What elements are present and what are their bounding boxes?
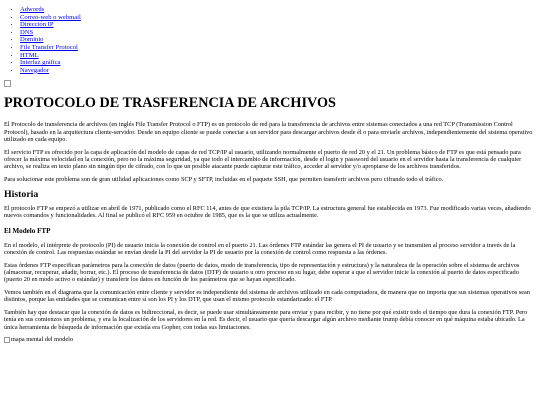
nav-link-navegador[interactable]: Navegador (20, 66, 49, 74)
nav-link-interfaz[interactable]: Interfaz gráfica (20, 59, 61, 67)
nav-item (20, 67, 536, 75)
nav-item (20, 21, 536, 29)
nav-item (20, 14, 536, 22)
nav-item (20, 36, 536, 44)
nav-link-adwords[interactable]: Adwords (20, 6, 45, 13)
model-paragraph: En el modelo, el intérprete de protocolo (PI) de usuario inicia la conexión de control en el puerto 21. Las órdenes FTP estándar las genera el PI de usuario y se transmiten al proceso servidor a través de la conexión de control. Las respuestas estándar se envían desde la PI del servidor la PI de usuario por la conexión de control como respuesta a las órdenes. (4, 241, 516, 256)
history-paragraph: El protocolo FTP se empezó a utilizar en abril de 1971, publicado como el RFC 114, antes de que existiera la pila TCP/IP. La estructura general fue establecida en 1973. Fue modificado varias veces, añadiendo nuevos comandos y funcionalidades. Al final se publicó el RFC 959 en octubre de 1985, que es la que se utiliza actualmente. (4, 204, 531, 220)
nav-item (20, 44, 536, 52)
model-paragraph: Estas órdenes FTP especifican parámetros para la conexión de datos (puerto de datos, modo de transferencia, tipo de representación y estructura) y la naturaleza de la operación sobre el sistema de archivos (almacenar, recuperar, añadir, borrar, etc.). El proceso de transferencia de datos (DTP) de usuario u otro proceso en su lugar, debe esperar a que el servidor inicie la conexión al puerto de datos especificado (puerto 20 en modo activo o estándar) y transferir los datos en función de los parámetros que se hayan especificado. (4, 261, 520, 284)
nav-item (20, 6, 536, 14)
nav-link-html[interactable]: HTML (20, 51, 39, 59)
model-image-alt-text: mapa mental del modelo (11, 336, 74, 344)
intro-paragraph: Para solucionar este problema son de gran utilidad aplicaciones como SCP y SFTP, incluidas en el paquete SSH, que permiten transferir archivos pero cifrando todo el tráfico. (4, 176, 444, 184)
model-image (4, 336, 536, 344)
nav-item (20, 29, 536, 37)
broken-image-icon (4, 80, 11, 87)
nav-link-dominio[interactable]: Dominio (20, 36, 44, 44)
nav-item (20, 59, 536, 67)
nav-item (20, 52, 536, 60)
intro-paragraph: El servicio FTP es ofrecido por la capa de aplicación del modelo de capas de red TCP/IP al usuario, utilizando normalmente el puerto de red 20 y el 21. Un problema básico de FTP es que está pensado para ofrecer la máxima velocidad en la conexión, pero no la máxima seguridad, ya que todo el intercambio de información, desde el login y password del usuario en el servidor hasta la transferencia de cualquier archivo, se realiza en texto plano sin ningún tipo de cifrado, con lo que un posible atacante puede capturar este tráfico, acceder al servidor y/o apropiarse de los archivos transferidos. (4, 148, 522, 171)
intro-paragraph: El Protocolo de transferencia de archivos (en inglés File Transfer Protocol o FTP) es un protocolo de red para la transferencia de archivos entre sistemas conectados a una red TCP (Transmission Control Protocol), basado en la arquitectura cliente-servidor. Desde un equipo cliente se puede conectar a un servidor para descargar archivos desde él o para enviarle archivos, independientemente del sistema operativo utilizado en cada equipo. (4, 121, 533, 143)
broken-image-icon (4, 337, 10, 343)
nav-link-dns[interactable]: DNS (20, 28, 34, 36)
model-paragraph: También hay que destacar que la conexión de datos es bidireccional, es decir, se puede usar simultáneamente para enviar y para recibir, y no tiene por qué existir todo el tiempo que dura la conexión FTP. Pero tenía en sus comienzos un problema, y era la localización de los servidores en la red. Es decir, el usuario que quería descargar algún archivo mediante trump debía conocer en qué máquina estaba ubicado. La única herramienta de búsqueda de información que existía era Gopher, con todas sus limitaciones. (4, 309, 528, 331)
nav-link-webmail[interactable]: Correo-web o webmail (20, 13, 81, 21)
nav-link-ip[interactable]: Dirección IP (20, 21, 54, 29)
nav-list (4, 6, 536, 74)
page-title: PROTOCOLO DE TRASFERENCIA DE ARCHIVOS (4, 95, 336, 112)
model-heading: El Modelo FTP (4, 226, 51, 235)
nav-link-ftp[interactable]: File Transfer Protocol (20, 43, 78, 51)
history-heading: Historia (4, 188, 39, 200)
model-paragraph: Vemos también en el diagrama que la comunicación entre cliente y servidor es independiente del sistema de archivos utilizado en cada computadora, de manera que no importa que sus sistemas operativos sean distintos, porque las entidades que se comunican entre sí son los PI y los DTP, que usan el mismo protocolo estandarizado: el FTP. (4, 289, 530, 304)
